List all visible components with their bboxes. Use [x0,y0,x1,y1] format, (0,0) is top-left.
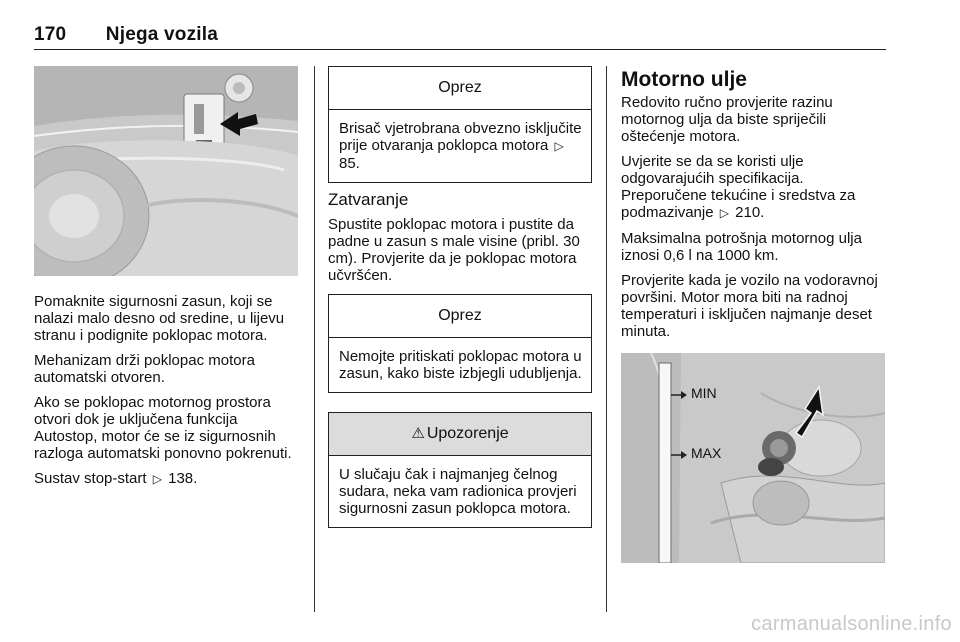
warning-box [328,412,592,528]
dipstick-max-label: MAX [691,445,722,461]
column-divider-right [606,66,607,612]
caution-body: Nemojte pritiskati poklopac motora u zasun, kako biste izbjegli udubljenja. [339,348,582,382]
page-number: 170 [34,24,67,45]
caution-text: Brisač vjetrobrana obvezno isključite prije otvaranja poklopca motora [339,120,582,154]
reference-text: Sustav stop-start [34,470,147,487]
hood-latch-figure [34,66,298,276]
dipstick-min-label: MIN [691,385,717,401]
reference-page: 210. [735,204,765,221]
column-divider-left [314,66,315,612]
warning-title-bar [329,413,591,456]
right-column-text [621,68,889,348]
caution-title: Oprez [329,295,591,338]
dipstick-figure [621,353,885,563]
paragraph: Maksimalna potrošnja motornog ulja iznosi 0,6 l na 1000 km. [621,230,862,264]
closing-section [328,190,594,292]
paragraph [621,187,889,222]
reference-page: 138. [168,470,198,487]
paragraph: Provjerite kada je vozilo na vodoravnoj površini. Motor mora biti na radnoj temperaturi i isključen najmanje deset minuta. [621,272,878,340]
paragraph: Redovito ručno provjerite razinu motornog ulja da biste spriječili oštećenje motora. [621,94,833,145]
paragraph: Spustite poklopac motora i pustite da padne u zasun s male visine (pribl. 30 cm). Provjerite da je poklopac motora učvršćen. [328,216,580,284]
page-ref-arrow-icon: ▷ [152,472,162,486]
section-title: Njega vozila [105,24,219,45]
caution-box [328,66,592,183]
section-heading: Motorno ulje [621,68,747,91]
reference-page: 85. [339,155,360,172]
page-ref-arrow-icon: ▷ [719,206,729,220]
paragraph: Mehanizam drži poklopac motora automatski otvoren. [34,352,255,386]
caution-box [328,294,592,393]
page-ref-arrow-icon: ▷ [554,139,564,153]
header-rule [34,49,886,50]
paragraph: Pomaknite sigurnosni zasun, koji se nalazi malo desno od sredine, u lijevu stranu i podignite poklopac motora. [34,293,285,344]
page-header [34,24,218,46]
paragraph: Uvjerite se da se koristi ulje odgovarajućih specifikacija. [621,153,804,187]
caution-title: Oprez [329,67,591,110]
warning-title: Upozorenje [426,425,509,442]
page-reference-line [34,470,304,488]
warning-body: U slučaju čak i najmanjeg čelnog sudara, neka vam radionica provjeri sigurnosni zasun poklopca motora. [339,466,577,517]
caution-body [329,110,591,182]
warning-triangle-icon: ⚠ [411,425,425,442]
watermark: carmanualsonline.info [751,613,952,635]
section-heading: Zatvaranje [328,190,409,209]
left-column-text [34,293,304,496]
paragraph-text: Preporučene tekućine i sredstva za podmazivanje [621,187,856,221]
paragraph: Ako se poklopac motornog prostora otvori dok je uključena funkcija Autostop, motor će se iz sigurnosnih razloga automatski ponovno pokrenuti. [34,394,292,462]
